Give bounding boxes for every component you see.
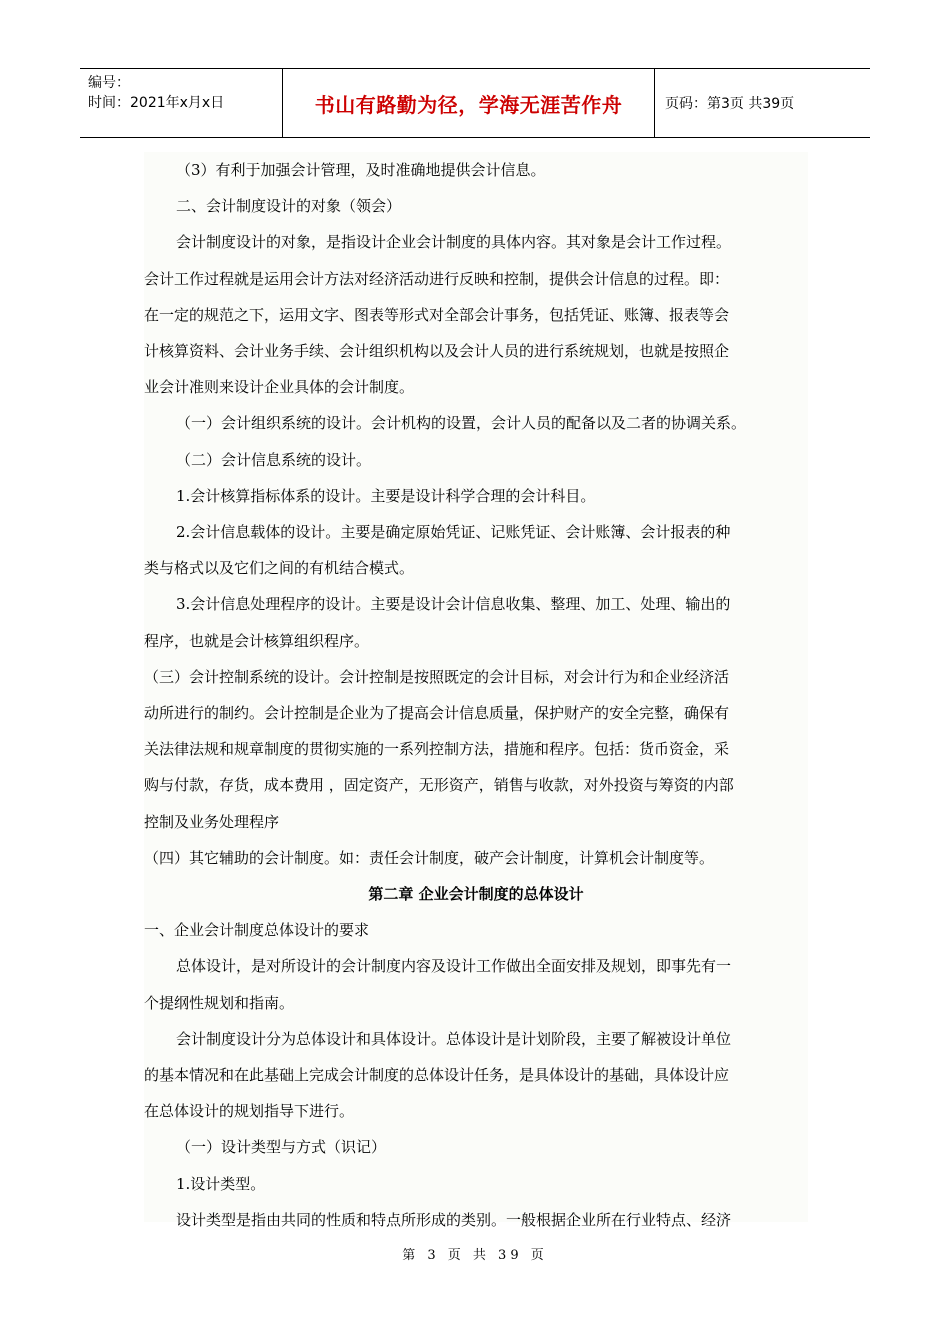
chapter-title: 第二章 企业会计制度的总体设计 [368, 885, 584, 904]
body-line: （三）会计控制系统的设计。会计控制是按照既定的会计目标，对会计行为和企业经济活 [144, 667, 730, 686]
body-line: 业会计准则来设计企业具体的会计制度。 [144, 378, 415, 397]
header-page-info: 页码：第3页 共39页 [665, 96, 795, 112]
body-line: （3）有利于加强会计管理，及时准确地提供会计信息。 [176, 161, 546, 179]
body-line: 设计类型是指由共同的性质和特点所形成的类别。一般根据企业所在行业特点、经济 [176, 1210, 732, 1229]
body-line: 关法律法规和规章制度的贯彻实施的一系列控制方法，措施和程序。包括：货币资金，采 [144, 740, 730, 759]
body-line: 计核算资料、会计业务手续、会计组织机构以及会计人员的进行系统规划，也就是按照企 [144, 342, 730, 361]
body-line: 购与付款，存货，成本费用 ，固定资产，无形资产，销售与收款，对外投资与筹资的内部 [144, 776, 734, 795]
body-line: 会计工作过程就是运用会计方法对经济活动进行反映和控制，提供会计信息的过程。即： [144, 269, 730, 288]
body-line: 动所进行的制约。会计控制是企业为了提高会计信息质量，保护财产的安全完整，确保有 [144, 704, 730, 723]
body-line: （四）其它辅助的会计制度。如：责任会计制度，破产会计制度，计算机会计制度等。 [144, 848, 715, 867]
body-line: 在总体设计的规划指导下进行。 [144, 1102, 355, 1121]
body-line: 的基本情况和在此基础上完成会计制度的总体设计任务，是具体设计的基础，具体设计应 [144, 1066, 730, 1085]
section-heading: 二、会计制度设计的对象（领会） [176, 197, 402, 216]
header-motto: 书山有路勤为径，学海无涯苦作舟 [283, 69, 655, 137]
page-header [80, 68, 870, 138]
body-line: 总体设计，是对所设计的会计制度内容及设计工作做出全面安排及规划，即事先有一 [176, 957, 732, 976]
body-line: 2.会计信息载体的设计。主要是确定原始凭证、记账凭证、会计账簿、会计报表的种 [176, 523, 731, 542]
document-body [144, 152, 808, 1229]
body-line: 会计制度设计的对象，是指设计企业会计制度的具体内容。其对象是会计工作过程。 [176, 233, 732, 252]
time-label: 时间：2021年x月x日 [88, 95, 225, 111]
code-label: 编号： [88, 75, 130, 91]
body-line: 1.会计核算指标体系的设计。主要是设计科学合理的会计科目。 [176, 486, 596, 505]
header-left-cell [80, 69, 283, 137]
body-line: 类与格式以及它们之间的有机结合模式。 [144, 559, 415, 578]
body-line: 1.设计类型。 [176, 1174, 266, 1193]
body-line: 程序，也就是会计核算组织程序。 [144, 631, 370, 650]
body-line: 在一定的规范之下，运用文字、图表等形式对全部会计事务，包括凭证、账簿、报表等会 [144, 305, 730, 324]
body-line: （一）会计组织系统的设计。会计机构的设置，会计人员的配备以及二者的协调关系。 [176, 414, 747, 433]
body-line: 会计制度设计分为总体设计和具体设计。总体设计是计划阶段，主要了解被设计单位 [176, 1029, 732, 1048]
body-line: （二）会计信息系统的设计。 [176, 450, 372, 469]
section-heading: 一、企业会计制度总体设计的要求 [144, 921, 370, 940]
body-line: （一）设计类型与方式（识记） [176, 1138, 387, 1157]
body-line: 控制及业务处理程序 [144, 812, 280, 831]
page-footer: 第 3 页 共 39 页 [402, 1248, 548, 1263]
body-line: 个提纲性规划和指南。 [144, 993, 295, 1012]
body-line: 3.会计信息处理程序的设计。主要是设计会计信息收集、整理、加工、处理、输出的 [176, 595, 731, 614]
